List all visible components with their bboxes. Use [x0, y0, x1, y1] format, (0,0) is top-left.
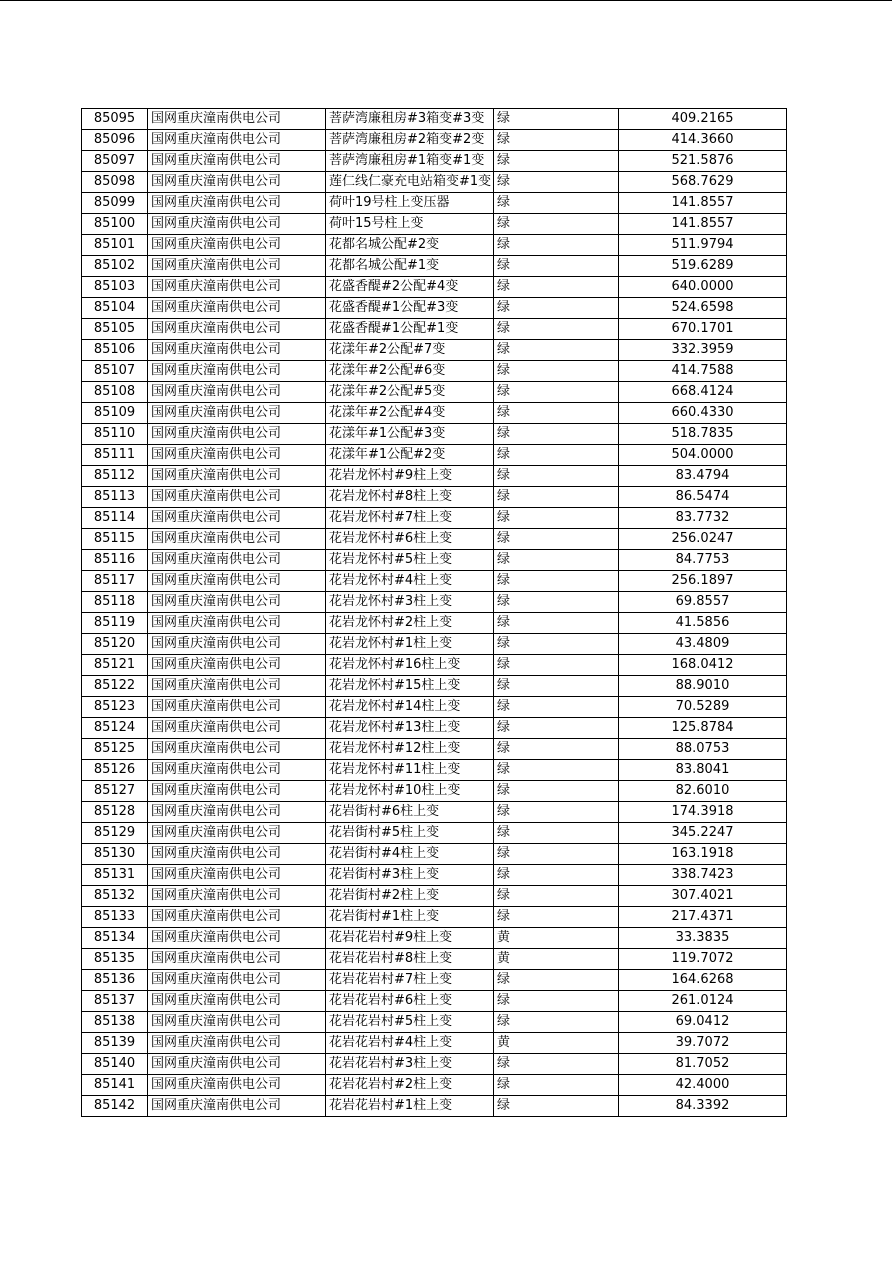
row-id-cell: 85133	[82, 907, 148, 928]
company-cell: 国网重庆潼南供电公司	[148, 991, 326, 1012]
status-cell: 绿	[494, 298, 619, 319]
value-cell: 168.0412	[619, 655, 787, 676]
transformer-name-cell: 花盛香醍#1公配#3变	[326, 298, 494, 319]
row-id-cell: 85112	[82, 466, 148, 487]
value-cell: 338.7423	[619, 865, 787, 886]
status-cell: 黄	[494, 928, 619, 949]
transformer-name-cell: 花岩花岩村#3柱上变	[326, 1054, 494, 1075]
value-cell: 519.6289	[619, 256, 787, 277]
value-cell: 409.2165	[619, 109, 787, 130]
row-id-cell: 85107	[82, 361, 148, 382]
company-cell: 国网重庆潼南供电公司	[148, 613, 326, 634]
transformer-name-cell: 花岩龙怀村#11柱上变	[326, 760, 494, 781]
row-id-cell: 85124	[82, 718, 148, 739]
status-cell: 绿	[494, 781, 619, 802]
value-cell: 332.3959	[619, 340, 787, 361]
row-id-cell: 85095	[82, 109, 148, 130]
page-top-rule	[0, 0, 892, 1]
transformer-name-cell: 菩萨湾廉租房#2箱变#2变	[326, 130, 494, 151]
table-row	[82, 718, 787, 739]
row-id-cell: 85142	[82, 1096, 148, 1117]
company-cell: 国网重庆潼南供电公司	[148, 130, 326, 151]
row-id-cell: 85117	[82, 571, 148, 592]
company-cell: 国网重庆潼南供电公司	[148, 508, 326, 529]
row-id-cell: 85140	[82, 1054, 148, 1075]
status-cell: 绿	[494, 655, 619, 676]
transformer-name-cell: 花岩街村#5柱上变	[326, 823, 494, 844]
transformer-name-cell: 花岩花岩村#7柱上变	[326, 970, 494, 991]
table-row	[82, 1033, 787, 1054]
transformer-name-cell: 花岩花岩村#9柱上变	[326, 928, 494, 949]
company-cell: 国网重庆潼南供电公司	[148, 403, 326, 424]
table-row	[82, 592, 787, 613]
transformer-name-cell: 荷叶15号柱上变	[326, 214, 494, 235]
table-body	[82, 109, 787, 1117]
company-cell: 国网重庆潼南供电公司	[148, 907, 326, 928]
transformer-name-cell: 花岩花岩村#1柱上变	[326, 1096, 494, 1117]
transformer-name-cell: 花岩龙怀村#10柱上变	[326, 781, 494, 802]
company-cell: 国网重庆潼南供电公司	[148, 529, 326, 550]
status-cell: 绿	[494, 907, 619, 928]
status-cell: 绿	[494, 403, 619, 424]
row-id-cell: 85115	[82, 529, 148, 550]
company-cell: 国网重庆潼南供电公司	[148, 487, 326, 508]
status-cell: 绿	[494, 802, 619, 823]
transformer-name-cell: 花盛香醍#1公配#1变	[326, 319, 494, 340]
value-cell: 568.7629	[619, 172, 787, 193]
company-cell: 国网重庆潼南供电公司	[148, 928, 326, 949]
value-cell: 511.9794	[619, 235, 787, 256]
value-cell: 164.6268	[619, 970, 787, 991]
transformer-name-cell: 花岩龙怀村#12柱上变	[326, 739, 494, 760]
table-row	[82, 151, 787, 172]
status-cell: 绿	[494, 529, 619, 550]
table-row	[82, 1012, 787, 1033]
company-cell: 国网重庆潼南供电公司	[148, 193, 326, 214]
row-id-cell: 85123	[82, 697, 148, 718]
status-cell: 绿	[494, 970, 619, 991]
table-row	[82, 697, 787, 718]
value-cell: 33.3835	[619, 928, 787, 949]
table-row	[82, 172, 787, 193]
table-row	[82, 319, 787, 340]
table-row	[82, 109, 787, 130]
table-row	[82, 949, 787, 970]
value-cell: 521.5876	[619, 151, 787, 172]
transformer-name-cell: 花岩街村#1柱上变	[326, 907, 494, 928]
row-id-cell: 85109	[82, 403, 148, 424]
transformer-name-cell: 花岩龙怀村#7柱上变	[326, 508, 494, 529]
row-id-cell: 85131	[82, 865, 148, 886]
status-cell: 绿	[494, 1075, 619, 1096]
status-cell: 绿	[494, 592, 619, 613]
transformer-name-cell: 花漾年#2公配#6变	[326, 361, 494, 382]
status-cell: 绿	[494, 466, 619, 487]
status-cell: 绿	[494, 340, 619, 361]
company-cell: 国网重庆潼南供电公司	[148, 298, 326, 319]
company-cell: 国网重庆潼南供电公司	[148, 319, 326, 340]
company-cell: 国网重庆潼南供电公司	[148, 214, 326, 235]
table-row	[82, 256, 787, 277]
table-row	[82, 487, 787, 508]
row-id-cell: 85122	[82, 676, 148, 697]
transformer-name-cell: 花漾年#2公配#5变	[326, 382, 494, 403]
row-id-cell: 85097	[82, 151, 148, 172]
row-id-cell: 85130	[82, 844, 148, 865]
status-cell: 绿	[494, 172, 619, 193]
transformer-name-cell: 花岩龙怀村#2柱上变	[326, 613, 494, 634]
company-cell: 国网重庆潼南供电公司	[148, 172, 326, 193]
row-id-cell: 85127	[82, 781, 148, 802]
company-cell: 国网重庆潼南供电公司	[148, 592, 326, 613]
value-cell: 39.7072	[619, 1033, 787, 1054]
status-cell: 绿	[494, 1096, 619, 1117]
table-row	[82, 886, 787, 907]
table-row	[82, 529, 787, 550]
transformer-name-cell: 花岩龙怀村#14柱上变	[326, 697, 494, 718]
status-cell: 绿	[494, 613, 619, 634]
row-id-cell: 85138	[82, 1012, 148, 1033]
transformer-name-cell: 花漾年#1公配#2变	[326, 445, 494, 466]
table-row	[82, 403, 787, 424]
value-cell: 43.4809	[619, 634, 787, 655]
transformer-name-cell: 花岩花岩村#4柱上变	[326, 1033, 494, 1054]
value-cell: 141.8557	[619, 193, 787, 214]
status-cell: 绿	[494, 886, 619, 907]
row-id-cell: 85110	[82, 424, 148, 445]
status-cell: 黄	[494, 949, 619, 970]
company-cell: 国网重庆潼南供电公司	[148, 781, 326, 802]
table-row	[82, 550, 787, 571]
row-id-cell: 85121	[82, 655, 148, 676]
value-cell: 83.7732	[619, 508, 787, 529]
company-cell: 国网重庆潼南供电公司	[148, 1054, 326, 1075]
row-id-cell: 85128	[82, 802, 148, 823]
value-cell: 119.7072	[619, 949, 787, 970]
transformer-name-cell: 花岩龙怀村#3柱上变	[326, 592, 494, 613]
transformer-name-cell: 菩萨湾廉租房#1箱变#1变	[326, 151, 494, 172]
company-cell: 国网重庆潼南供电公司	[148, 760, 326, 781]
company-cell: 国网重庆潼南供电公司	[148, 235, 326, 256]
row-id-cell: 85136	[82, 970, 148, 991]
table-row	[82, 781, 787, 802]
company-cell: 国网重庆潼南供电公司	[148, 1096, 326, 1117]
status-cell: 绿	[494, 718, 619, 739]
table-row	[82, 907, 787, 928]
value-cell: 141.8557	[619, 214, 787, 235]
status-cell: 黄	[494, 1033, 619, 1054]
transformer-name-cell: 花岩龙怀村#6柱上变	[326, 529, 494, 550]
transformer-name-cell: 花岩龙怀村#9柱上变	[326, 466, 494, 487]
row-id-cell: 85129	[82, 823, 148, 844]
status-cell: 绿	[494, 151, 619, 172]
row-id-cell: 85120	[82, 634, 148, 655]
table-row	[82, 676, 787, 697]
value-cell: 414.7588	[619, 361, 787, 382]
table-row	[82, 277, 787, 298]
value-cell: 660.4330	[619, 403, 787, 424]
row-id-cell: 85118	[82, 592, 148, 613]
table-row	[82, 844, 787, 865]
status-cell: 绿	[494, 319, 619, 340]
row-id-cell: 85098	[82, 172, 148, 193]
value-cell: 640.0000	[619, 277, 787, 298]
company-cell: 国网重庆潼南供电公司	[148, 277, 326, 298]
value-cell: 217.4371	[619, 907, 787, 928]
row-id-cell: 85108	[82, 382, 148, 403]
transformer-name-cell: 花岩街村#3柱上变	[326, 865, 494, 886]
company-cell: 国网重庆潼南供电公司	[148, 970, 326, 991]
transformer-name-cell: 花岩龙怀村#15柱上变	[326, 676, 494, 697]
row-id-cell: 85119	[82, 613, 148, 634]
value-cell: 88.9010	[619, 676, 787, 697]
status-cell: 绿	[494, 109, 619, 130]
company-cell: 国网重庆潼南供电公司	[148, 634, 326, 655]
transformer-name-cell: 花岩花岩村#5柱上变	[326, 1012, 494, 1033]
status-cell: 绿	[494, 571, 619, 592]
status-cell: 绿	[494, 130, 619, 151]
company-cell: 国网重庆潼南供电公司	[148, 823, 326, 844]
value-cell: 345.2247	[619, 823, 787, 844]
table-row	[82, 970, 787, 991]
company-cell: 国网重庆潼南供电公司	[148, 697, 326, 718]
row-id-cell: 85132	[82, 886, 148, 907]
company-cell: 国网重庆潼南供电公司	[148, 844, 326, 865]
row-id-cell: 85113	[82, 487, 148, 508]
status-cell: 绿	[494, 1012, 619, 1033]
table-row	[82, 424, 787, 445]
value-cell: 84.7753	[619, 550, 787, 571]
transformer-name-cell: 花岩龙怀村#4柱上变	[326, 571, 494, 592]
transformer-name-cell: 花漾年#2公配#4变	[326, 403, 494, 424]
row-id-cell: 85141	[82, 1075, 148, 1096]
transformer-name-cell: 花岩龙怀村#16柱上变	[326, 655, 494, 676]
company-cell: 国网重庆潼南供电公司	[148, 1075, 326, 1096]
company-cell: 国网重庆潼南供电公司	[148, 865, 326, 886]
transformer-name-cell: 花漾年#1公配#3变	[326, 424, 494, 445]
value-cell: 668.4124	[619, 382, 787, 403]
value-cell: 524.6598	[619, 298, 787, 319]
company-cell: 国网重庆潼南供电公司	[148, 109, 326, 130]
status-cell: 绿	[494, 634, 619, 655]
status-cell: 绿	[494, 739, 619, 760]
value-cell: 83.8041	[619, 760, 787, 781]
transformer-name-cell: 花岩龙怀村#8柱上变	[326, 487, 494, 508]
company-cell: 国网重庆潼南供电公司	[148, 445, 326, 466]
company-cell: 国网重庆潼南供电公司	[148, 676, 326, 697]
status-cell: 绿	[494, 1054, 619, 1075]
value-cell: 82.6010	[619, 781, 787, 802]
table-row	[82, 823, 787, 844]
company-cell: 国网重庆潼南供电公司	[148, 949, 326, 970]
table-row	[82, 1054, 787, 1075]
table-row	[82, 445, 787, 466]
table-row	[82, 340, 787, 361]
table-row	[82, 655, 787, 676]
table-row	[82, 802, 787, 823]
transformer-name-cell: 花岩龙怀村#13柱上变	[326, 718, 494, 739]
value-cell: 504.0000	[619, 445, 787, 466]
company-cell: 国网重庆潼南供电公司	[148, 424, 326, 445]
row-id-cell: 85137	[82, 991, 148, 1012]
transformer-name-cell: 花岩街村#2柱上变	[326, 886, 494, 907]
row-id-cell: 85105	[82, 319, 148, 340]
value-cell: 518.7835	[619, 424, 787, 445]
row-id-cell: 85099	[82, 193, 148, 214]
table-row	[82, 361, 787, 382]
row-id-cell: 85134	[82, 928, 148, 949]
table-row	[82, 130, 787, 151]
status-cell: 绿	[494, 487, 619, 508]
row-id-cell: 85104	[82, 298, 148, 319]
transformer-name-cell: 莲仁线仁豪充电站箱变#1变	[326, 172, 494, 193]
status-cell: 绿	[494, 760, 619, 781]
transformer-name-cell: 花岩花岩村#2柱上变	[326, 1075, 494, 1096]
table-row	[82, 634, 787, 655]
company-cell: 国网重庆潼南供电公司	[148, 571, 326, 592]
value-cell: 174.3918	[619, 802, 787, 823]
company-cell: 国网重庆潼南供电公司	[148, 718, 326, 739]
status-cell: 绿	[494, 256, 619, 277]
table-row	[82, 1075, 787, 1096]
transformer-name-cell: 花岩花岩村#6柱上变	[326, 991, 494, 1012]
value-cell: 307.4021	[619, 886, 787, 907]
table-row	[82, 571, 787, 592]
row-id-cell: 85116	[82, 550, 148, 571]
value-cell: 88.0753	[619, 739, 787, 760]
transformer-name-cell: 荷叶19号柱上变压器	[326, 193, 494, 214]
status-cell: 绿	[494, 193, 619, 214]
company-cell: 国网重庆潼南供电公司	[148, 1033, 326, 1054]
value-cell: 42.4000	[619, 1075, 787, 1096]
row-id-cell: 85101	[82, 235, 148, 256]
transformer-name-cell: 花盛香醍#2公配#4变	[326, 277, 494, 298]
row-id-cell: 85100	[82, 214, 148, 235]
value-cell: 125.8784	[619, 718, 787, 739]
value-cell: 69.8557	[619, 592, 787, 613]
status-cell: 绿	[494, 550, 619, 571]
table-row	[82, 739, 787, 760]
status-cell: 绿	[494, 214, 619, 235]
company-cell: 国网重庆潼南供电公司	[148, 655, 326, 676]
status-cell: 绿	[494, 382, 619, 403]
value-cell: 70.5289	[619, 697, 787, 718]
status-cell: 绿	[494, 235, 619, 256]
company-cell: 国网重庆潼南供电公司	[148, 382, 326, 403]
status-cell: 绿	[494, 676, 619, 697]
table-row	[82, 235, 787, 256]
status-cell: 绿	[494, 844, 619, 865]
company-cell: 国网重庆潼南供电公司	[148, 340, 326, 361]
table-row	[82, 508, 787, 529]
table-row	[82, 298, 787, 319]
company-cell: 国网重庆潼南供电公司	[148, 550, 326, 571]
status-cell: 绿	[494, 865, 619, 886]
status-cell: 绿	[494, 445, 619, 466]
table-row	[82, 613, 787, 634]
company-cell: 国网重庆潼南供电公司	[148, 802, 326, 823]
value-cell: 69.0412	[619, 1012, 787, 1033]
value-cell: 256.0247	[619, 529, 787, 550]
row-id-cell: 85139	[82, 1033, 148, 1054]
row-id-cell: 85102	[82, 256, 148, 277]
transformer-name-cell: 花漾年#2公配#7变	[326, 340, 494, 361]
company-cell: 国网重庆潼南供电公司	[148, 739, 326, 760]
value-cell: 86.5474	[619, 487, 787, 508]
transformer-name-cell: 花都名城公配#2变	[326, 235, 494, 256]
table-row	[82, 760, 787, 781]
table-row	[82, 865, 787, 886]
table-row	[82, 214, 787, 235]
value-cell: 81.7052	[619, 1054, 787, 1075]
company-cell: 国网重庆潼南供电公司	[148, 151, 326, 172]
transformer-name-cell: 花岩街村#6柱上变	[326, 802, 494, 823]
value-cell: 256.1897	[619, 571, 787, 592]
table-row	[82, 1096, 787, 1117]
company-cell: 国网重庆潼南供电公司	[148, 1012, 326, 1033]
table-row	[82, 466, 787, 487]
row-id-cell: 85114	[82, 508, 148, 529]
value-cell: 670.1701	[619, 319, 787, 340]
status-cell: 绿	[494, 823, 619, 844]
table-row	[82, 928, 787, 949]
table-row	[82, 193, 787, 214]
row-id-cell: 85126	[82, 760, 148, 781]
row-id-cell: 85111	[82, 445, 148, 466]
row-id-cell: 85135	[82, 949, 148, 970]
transformer-name-cell: 花岩花岩村#8柱上变	[326, 949, 494, 970]
company-cell: 国网重庆潼南供电公司	[148, 361, 326, 382]
table-row	[82, 991, 787, 1012]
value-cell: 84.3392	[619, 1096, 787, 1117]
row-id-cell: 85103	[82, 277, 148, 298]
row-id-cell: 85096	[82, 130, 148, 151]
status-cell: 绿	[494, 991, 619, 1012]
transformer-name-cell: 花岩街村#4柱上变	[326, 844, 494, 865]
value-cell: 414.3660	[619, 130, 787, 151]
row-id-cell: 85106	[82, 340, 148, 361]
transformer-name-cell: 花岩龙怀村#5柱上变	[326, 550, 494, 571]
value-cell: 261.0124	[619, 991, 787, 1012]
company-cell: 国网重庆潼南供电公司	[148, 886, 326, 907]
company-cell: 国网重庆潼南供电公司	[148, 256, 326, 277]
company-cell: 国网重庆潼南供电公司	[148, 466, 326, 487]
transformer-name-cell: 菩萨湾廉租房#3箱变#3变	[326, 109, 494, 130]
transformer-name-cell: 花岩龙怀村#1柱上变	[326, 634, 494, 655]
status-cell: 绿	[494, 361, 619, 382]
table-row	[82, 382, 787, 403]
status-cell: 绿	[494, 277, 619, 298]
status-cell: 绿	[494, 697, 619, 718]
row-id-cell: 85125	[82, 739, 148, 760]
value-cell: 83.4794	[619, 466, 787, 487]
status-cell: 绿	[494, 424, 619, 445]
value-cell: 41.5856	[619, 613, 787, 634]
status-cell: 绿	[494, 508, 619, 529]
data-table	[81, 108, 787, 1117]
transformer-name-cell: 花都名城公配#1变	[326, 256, 494, 277]
value-cell: 163.1918	[619, 844, 787, 865]
